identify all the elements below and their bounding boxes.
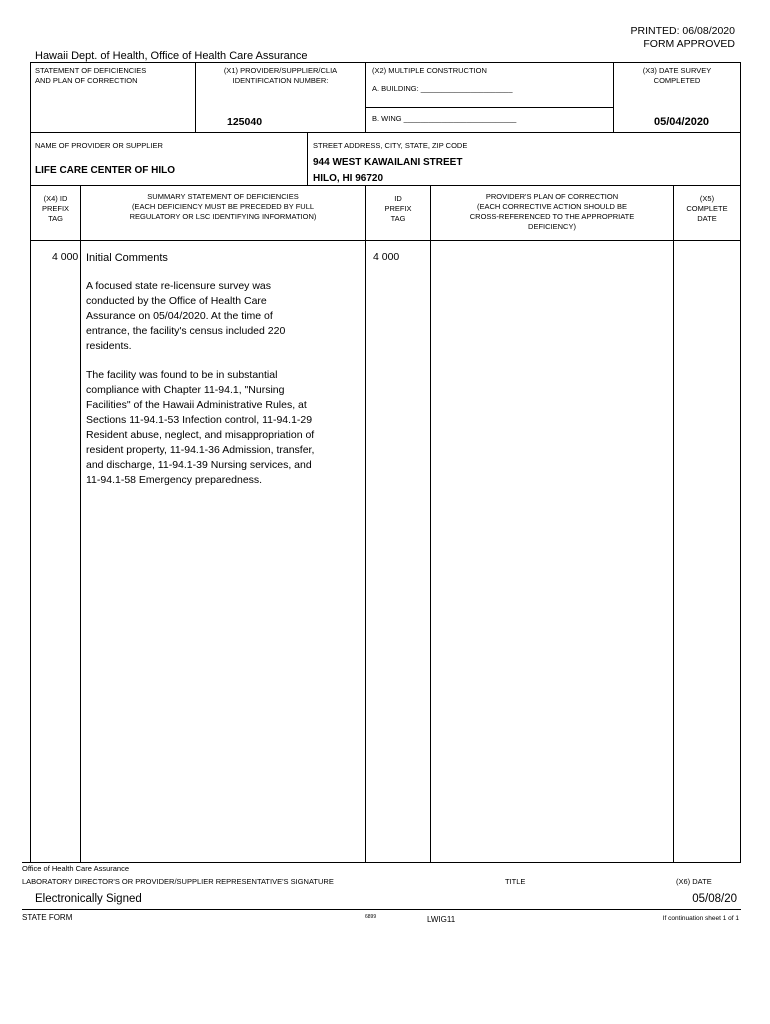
title-label: TITLE <box>505 877 526 886</box>
signature-value: Electronically Signed <box>35 893 142 905</box>
building-label: A. BUILDING: ______________________ <box>372 84 513 93</box>
state-form-label: STATE FORM <box>22 913 73 922</box>
entry-title: Initial Comments <box>86 252 168 264</box>
x1-label: (X1) PROVIDER/SUPPLIER/CLIA IDENTIFICATION NUMBER: <box>223 66 338 85</box>
provider-name-label: NAME OF PROVIDER OR SUPPLIER <box>35 141 163 150</box>
form-code: 6899 <box>365 914 377 920</box>
statement-label: STATEMENT OF DEFICIENCIES AND PLAN OF CORRECTION <box>35 66 147 85</box>
form-approved: FORM APPROVED <box>643 38 735 50</box>
printed-date: PRINTED: 06/08/2020 <box>630 25 735 37</box>
provider-id-value: 125040 <box>227 116 263 128</box>
event-id: LWIG11 <box>427 915 456 924</box>
col-header-id-prefix: ID PREFIX TAG <box>384 194 412 223</box>
continuation-sheet: If continuation sheet 1 of 1 <box>662 915 739 922</box>
col-header-plan: PROVIDER'S PLAN OF CORRECTION (EACH CORRECTIVE ACTION SHOULD BE CROSS-REFERENCED TO THE APPROPRIATE DEFICIENCY) <box>469 192 635 231</box>
col-header-x4: (X4) ID PREFIX TAG <box>41 194 70 223</box>
footer-rule <box>22 909 741 910</box>
provider-name-value: LIFE CARE CENTER OF HILO <box>35 165 175 176</box>
entry-paragraph-2: The facility was found to be in substantial compliance with Chapter 11-94.1, "Nursing Facilities" of the Hawaii Administrative Rules, at Sections 11-94.1-53 Infection control, 11-94.1-29 Resident abuse, neglect, and misappropriation of resident property, 11-94.1-36 Admission, transfer, and discharge, 11-94.1-39 Nursing services, and 11-94.1-58 Emergency preparedness. <box>86 369 315 486</box>
agency-name: Hawaii Dept. of Health, Office of Health Care Assurance <box>35 50 308 62</box>
col-header-x5: (X5) COMPLETE DATE <box>686 194 728 223</box>
entry-tag-right: 4 000 <box>373 251 400 263</box>
x2-label: (X2) MULTIPLE CONSTRUCTION <box>372 66 487 75</box>
survey-date-value: 05/04/2020 <box>654 116 710 128</box>
address-label: STREET ADDRESS, CITY, STATE, ZIP CODE <box>313 141 468 150</box>
entry-tag-left: 4 000 <box>52 251 79 263</box>
signature-label: LABORATORY DIRECTOR'S OR PROVIDER/SUPPLIER REPRESENTATIVE'S SIGNATURE <box>22 877 334 886</box>
footer-office: Office of Health Care Assurance <box>22 864 129 873</box>
address-line1: 944 WEST KAWAILANI STREET <box>313 157 463 168</box>
address-line2: HILO, HI 96720 <box>313 173 384 184</box>
col-header-summary: SUMMARY STATEMENT OF DEFICIENCIES (EACH DEFICIENCY MUST BE PRECEDED BY FULL REGULATORY OR LSC IDENTIFYING INFORMATION) <box>129 192 317 221</box>
wing-label: B. WING ___________________________ <box>372 114 517 123</box>
entry-paragraph-1: A focused state re-licensure survey was conducted by the Office of Health Care Assurance on 05/04/2020. At the time of entrance, the facility's census included 220 residents. <box>86 280 286 352</box>
signed-date-value: 05/08/20 <box>692 893 737 905</box>
x3-label: (X3) DATE SURVEY COMPLETED <box>642 66 712 85</box>
x6-date-label: (X6) DATE <box>676 877 712 886</box>
